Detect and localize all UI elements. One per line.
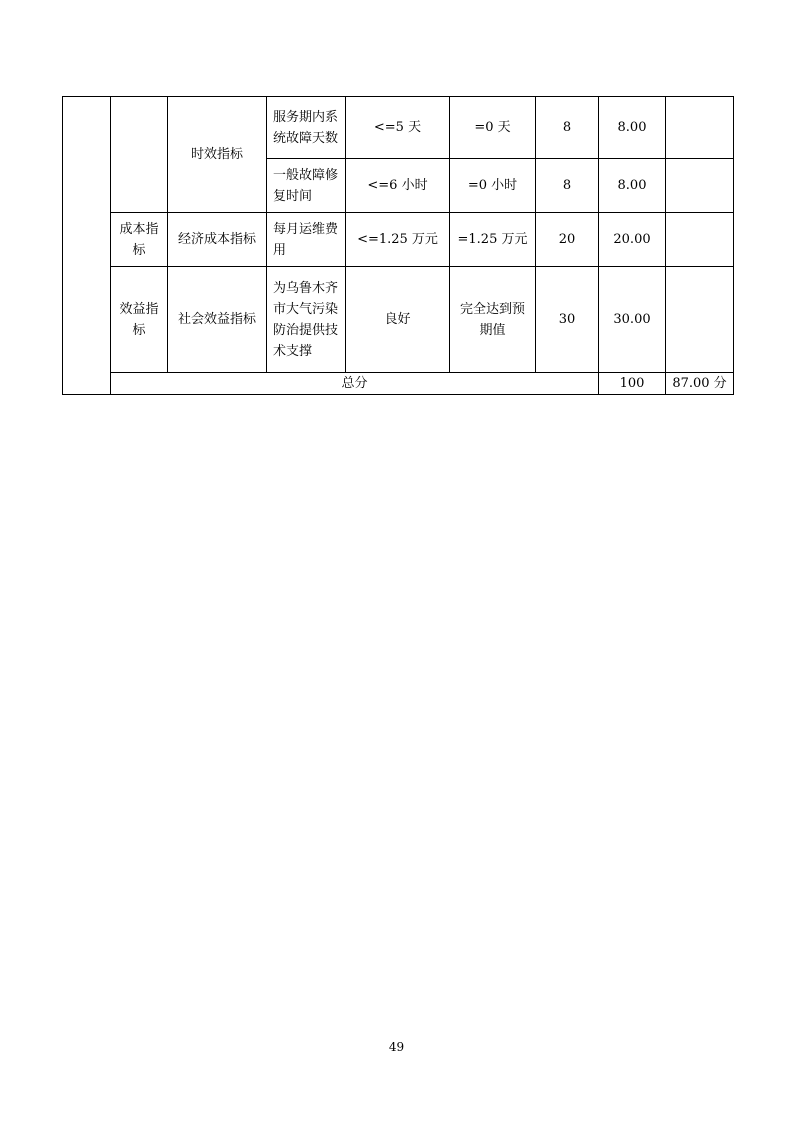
category-cell-benefit: 效益指标 xyxy=(111,267,168,373)
note-cell xyxy=(666,267,734,373)
indicator-cell: 一般故障修复时间 xyxy=(267,159,346,213)
score-cell: 8.00 xyxy=(599,159,666,213)
group-cell-timeliness: 时效指标 xyxy=(168,97,267,213)
page-number: 49 xyxy=(388,1040,405,1054)
group-cell-benefit: 社会效益指标 xyxy=(168,267,267,373)
weight-cell: 8 xyxy=(536,97,599,159)
indicator-cell: 服务期内系统故障天数 xyxy=(267,97,346,159)
group-cell-cost: 经济成本指标 xyxy=(168,213,267,267)
weight-cell: 8 xyxy=(536,159,599,213)
category-cell-cost: 成本指标 xyxy=(111,213,168,267)
target-value-cell: <=1.25 万元 xyxy=(346,213,450,267)
indicator-cell: 为乌鲁木齐市大气污染防治提供技术支撑 xyxy=(267,267,346,373)
score-cell: 20.00 xyxy=(599,213,666,267)
total-score-cell: 87.00 分 xyxy=(666,373,734,395)
table-row xyxy=(63,267,734,373)
score-cell: 8.00 xyxy=(599,97,666,159)
actual-value-cell: 完全达到预期值 xyxy=(450,267,536,373)
category-cell xyxy=(111,97,168,213)
total-row xyxy=(63,373,734,395)
note-cell xyxy=(666,159,734,213)
target-value-cell: 良好 xyxy=(346,267,450,373)
total-weight-cell: 100 xyxy=(599,373,666,395)
performance-table xyxy=(62,96,734,395)
note-cell xyxy=(666,213,734,267)
score-cell: 30.00 xyxy=(599,267,666,373)
target-value-cell: <=6 小时 xyxy=(346,159,450,213)
indicator-cell: 每月运维费用 xyxy=(267,213,346,267)
weight-cell: 20 xyxy=(536,213,599,267)
table-row xyxy=(63,213,734,267)
actual-value-cell: =1.25 万元 xyxy=(450,213,536,267)
actual-value-cell: =0 天 xyxy=(450,97,536,159)
note-cell xyxy=(666,97,734,159)
total-label-cell: 总分 xyxy=(111,373,599,395)
weight-cell: 30 xyxy=(536,267,599,373)
actual-value-cell: =0 小时 xyxy=(450,159,536,213)
target-value-cell: <=5 天 xyxy=(346,97,450,159)
table-row xyxy=(63,97,734,159)
outer-category-cell xyxy=(63,97,111,395)
